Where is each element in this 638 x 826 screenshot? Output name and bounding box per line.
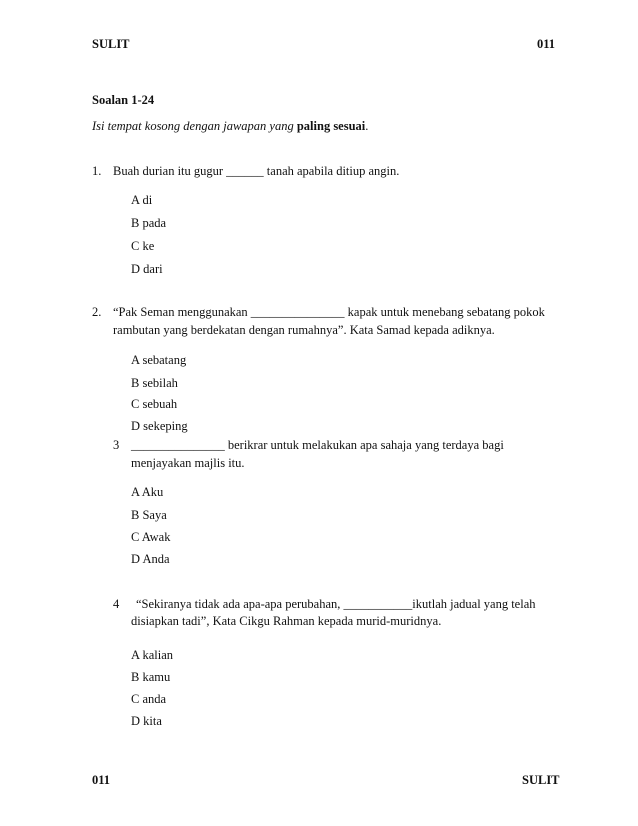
question-1-line-1: Buah durian itu gugur ______ tanah apabila ditiup angin.	[113, 164, 400, 178]
instruction-end: .	[365, 119, 369, 133]
question-3-number: 3	[113, 438, 120, 452]
header-right: 011	[537, 37, 556, 51]
question-3-line-1: _______________ berikrar untuk melakukan apa sahaja yang terdaya bagi	[131, 438, 504, 452]
question-4-option-a[interactable]: A kalian	[131, 648, 174, 662]
question-3-option-a[interactable]: A Aku	[131, 485, 164, 499]
instruction-bold: paling sesuai	[296, 119, 366, 133]
question-2-line-1: “Pak Seman menggunakan _______________ kapak untuk menebang sebatang pokok	[113, 305, 545, 319]
question-4-option-c[interactable]: C anda	[131, 692, 167, 706]
question-4-line-2: disiapkan tadi”, Kata Cikgu Rahman kepada murid-muridnya.	[131, 614, 442, 628]
question-4-line-1: “Sekiranya tidak ada apa-apa perubahan, ___________ikutlah jadual yang telah	[136, 597, 536, 611]
question-1-number: 1.	[92, 164, 102, 178]
footer-left: 011	[92, 773, 111, 787]
question-2-option-a[interactable]: A sebatang	[131, 353, 187, 367]
question-4-number: 4	[113, 597, 120, 611]
question-2-option-b[interactable]: B sebilah	[131, 376, 178, 390]
question-2-option-d[interactable]: D sekeping	[131, 419, 188, 433]
question-4-option-d[interactable]: D kita	[131, 714, 162, 728]
question-3-line-2: menjayakan majlis itu.	[131, 456, 245, 470]
question-1-option-d[interactable]: D dari	[131, 262, 163, 276]
question-2-number: 2.	[92, 305, 102, 319]
question-1-option-c[interactable]: C ke	[131, 239, 155, 253]
section-instruction	[92, 119, 368, 134]
section-title: Soalan 1-24	[92, 93, 155, 107]
question-4-option-b[interactable]: B kamu	[131, 670, 171, 684]
question-2-line-2: rambutan yang berdekatan dengan rumahnya”. Kata Samad kepada adiknya.	[113, 323, 495, 337]
header-left: SULIT	[92, 37, 130, 51]
question-2-option-c[interactable]: C sebuah	[131, 397, 178, 411]
instruction-italic: Isi tempat kosong dengan jawapan yang	[92, 119, 297, 133]
question-3-option-d[interactable]: D Anda	[131, 552, 170, 566]
question-3-option-b[interactable]: B Saya	[131, 508, 167, 522]
question-3-option-c[interactable]: C Awak	[131, 530, 171, 544]
question-1-option-a[interactable]: A di	[131, 193, 153, 207]
footer-right: SULIT	[522, 773, 560, 787]
question-1-option-b[interactable]: B pada	[131, 216, 167, 230]
